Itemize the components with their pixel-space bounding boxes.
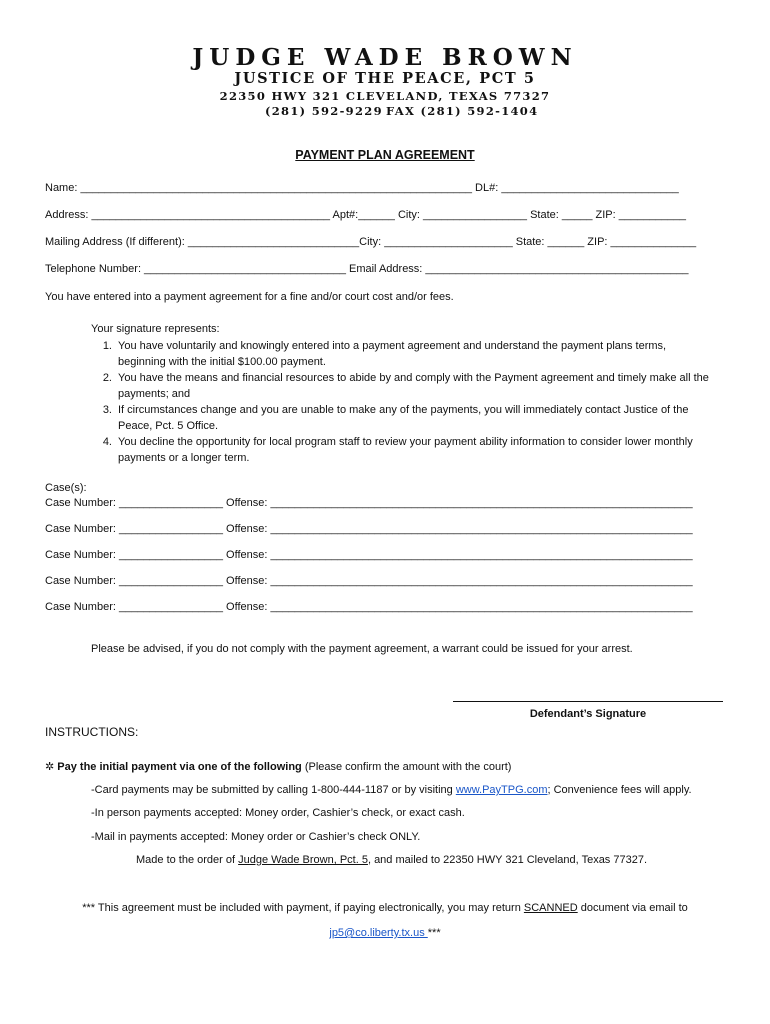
asterisk-bullet-icon: ✲	[45, 761, 55, 773]
mail-in-payment-text: -Mail in payments accepted: Money order or Cashier’s check ONLY.	[91, 831, 421, 843]
office-fax: FAX (281) 592-1404	[386, 104, 539, 118]
document-title: PAYMENT PLAN AGREEMENT	[295, 148, 475, 162]
office-phone: (281) 592-9229	[265, 104, 383, 118]
paytpg-link[interactable]: www.PayTPG.com	[455, 784, 548, 796]
email-link[interactable]: jp5@co.liberty.tx.us	[329, 927, 428, 939]
office-address: 22350 HWY 321 CLEVELAND, TEXAS 77327	[219, 89, 551, 103]
footer-email: jp5@co.liberty.tx.us ***	[329, 927, 441, 939]
payable-to-text: Made to the order of Judge Wade Brown, Pct. 5, and mailed to 22350 HWY 321 Cleveland, Texas 77327.	[136, 854, 648, 866]
list-item: 1. You have voluntarily and knowingly entered into a payment agreement and understand the payment plans terms, beginning with the initial $100.00 payment.	[102, 340, 667, 368]
case-row-3[interactable]: Case Number: _________________ Offense: _____________________________________________________________________	[45, 549, 693, 561]
case-row-2[interactable]: Case Number: _________________ Offense: _____________________________________________________________________	[45, 523, 693, 535]
signature-represents-heading: Your signature represents:	[91, 323, 220, 335]
signature-label: Defendant’s Signature	[529, 708, 647, 720]
footer-note: *** This agreement must be included with payment, if paying electronically, you may return SCANNED document via email to	[82, 902, 688, 914]
instructions-heading: INSTRUCTIONS:	[45, 725, 139, 739]
in-person-payment-text: -In person payments accepted: Money order, Cashier’s check, or exact cash.	[91, 807, 465, 819]
list-item: 3. If circumstances change and you are unable to make any of the payments, you will immediately contact Justice of the Peace, Pct. 5 Office.	[102, 404, 689, 432]
intro-text: You have entered into a payment agreement for a fine and/or court cost and/or fees.	[45, 291, 454, 303]
address-row[interactable]: Address: _______________________________________ Apt#:______ City: _________________ State: _____ ZIP: ___________	[45, 209, 687, 221]
name-dl-row[interactable]: Name: ________________________________________________________________ DL#: _____________________________	[45, 182, 679, 194]
warning-text: Please be advised, if you do not comply with the payment agreement, a warrant could be issued for your arrest.	[91, 643, 633, 655]
signature-line[interactable]	[453, 701, 723, 702]
signature-represents-list	[78, 338, 738, 466]
case-row-5[interactable]: Case Number: _________________ Offense: _____________________________________________________________________	[45, 601, 693, 613]
office-title: JUSTICE OF THE PEACE, PCT 5	[234, 70, 536, 87]
mailing-address-row[interactable]: Mailing Address (If different): ____________________________City: _____________________ State: ______ ZIP: ______________	[45, 236, 697, 248]
list-item: 4. You decline the opportunity for local program staff to review your payment ability information to consider lower monthly payments or a longer term.	[102, 436, 693, 464]
card-payment-text: -Card payments may be submitted by calling 1-800-444-1187 or by visiting www.PayTPG.com; Convenience fees will apply.	[91, 784, 692, 796]
cases-label: Case(s):	[45, 482, 87, 494]
case-row-4[interactable]: Case Number: _________________ Offense: _____________________________________________________________________	[45, 575, 693, 587]
list-item: 2. You have the means and financial resources to abide by and comply with the Payment agreement and timely make all the payments; and	[102, 372, 709, 400]
instructions-bullet: ✲ Pay the initial payment via one of the following (Please confirm the amount with the court)	[45, 761, 512, 773]
judge-name: JUDGE WADE BROWN	[192, 44, 578, 71]
case-row-1[interactable]: Case Number: _________________ Offense: _____________________________________________________________________	[45, 497, 693, 509]
phone-email-row[interactable]: Telephone Number: _________________________________ Email Address: ___________________________________________	[45, 263, 689, 275]
